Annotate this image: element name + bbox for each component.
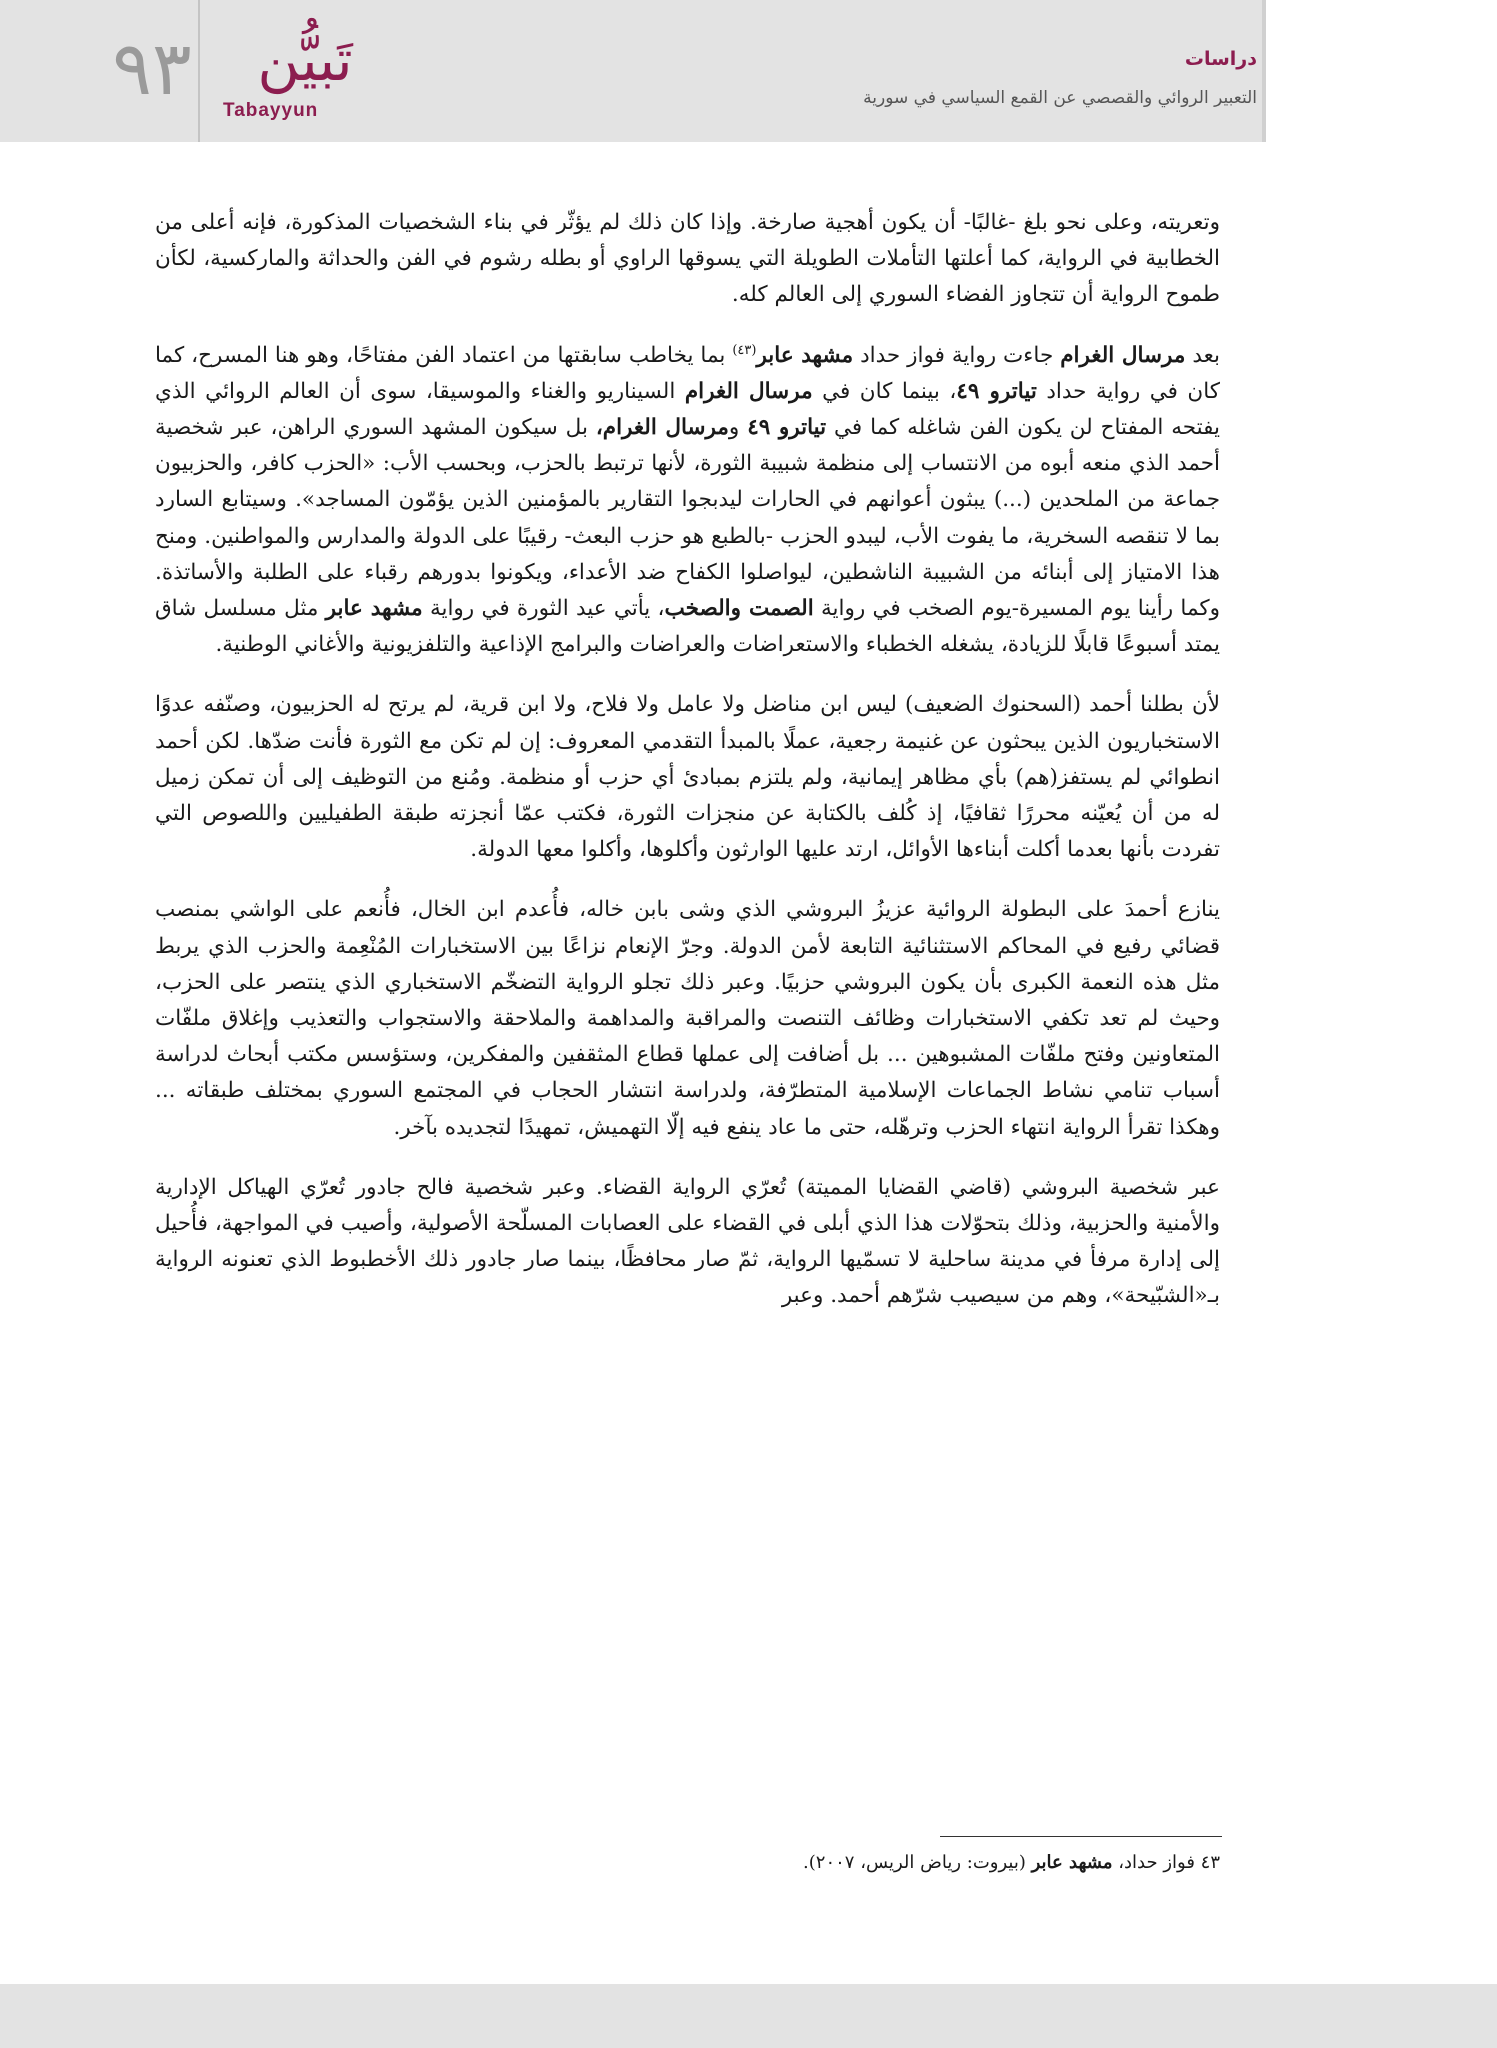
paragraph-1: وتعريته، وعلى نحو بلغ -غالبًا- أن يكون أهجية صارخة. وإذا كان ذلك لم يؤثّر في بناء الشخصيات المذكورة، فإنه أعلى من الخطابية في الرواية، كما أعلتها التأملات الطويلة التي يسوقها الراوي أو بطله رشوم في الفن والحداثة والماركسية، لكأن طموح الرواية أن تتجاوز الفضاء السوري إلى العالم كله.: [155, 210, 1220, 308]
section-label: دراسات: [1184, 48, 1257, 70]
novel-title: تياترو ٤٩: [747, 415, 827, 441]
text-run: ، بينما كان في: [812, 378, 957, 404]
text-run: ، يأتي عيد الثورة في رواية: [422, 596, 665, 622]
paragraph-5: عبر شخصية البروشي (قاضي القضايا المميتة) تُعرّي الرواية القضاء. وعبر شخصية فالح جادور تُعرّي الهياكل الإدارية والأمنية والحزبية، وذلك بتحوّلات هذا الذي أبلى في القضاء على العصابات المسلّحة الأصولية، وأصيب في المواجهة، فأُحيل إلى إدارة مرفأ في مدينة ساحلية لا تسمّيها الرواية، ثمّ صار محافظًا، بينما صار جادور ذلك الأخطبوط الذي تعنونه الرواية بـ«الشبّيحة»، وهم من سيصيب شرّهم أحمد. وعبر: [155, 1174, 1220, 1309]
footnote-title: مشهد عابر: [1031, 1852, 1113, 1873]
logo-arabic-mark: تَبيُّن: [257, 26, 353, 94]
text-run: بعد: [1185, 342, 1220, 368]
logo-divider: [198, 0, 200, 142]
paragraph-2: [155, 338, 1220, 664]
footnote-details: (بيروت: رياض الريس، ٢٠٠٧).: [803, 1852, 1032, 1873]
text-run: بما يخاطب سابقتها من اعتماد الفن مفتاحًا، وهو هنا المسرح، كما كان في رواية حداد: [155, 342, 1220, 404]
paragraph-4: ينازع أحمدَ على البطولة الروائية عزيزُ البروشي الذي وشى بابن خاله، فأُعدم ابن الخال، فأُنعم على الواشي بمنصب قضائي رفيع في المحاكم الاستثنائية التابعة لأمن الدولة. وجرّ الإنعام نزاعًا بين الاستخبارات المُنْعِمة والحزب الذي يربط مثل هذه النعمة الكبرى بأن يكون البروشي حزبيًا. وعبر ذلك تجلو الرواية التضخّم الاستخباري الذي ينتصر على الحزب، وحيث لم تعد تكفي الاستخبارات وظائف التنصت والمراقبة والمداهمة والملاحقة والاستجواب والتعذيب وإغلاق ملفّات المتعاونين وفتح ملفّات المشبوهين ... بل أضافت إلى عملها قطاع المثقفين والمفكرين، وستؤسس مكتب أبحاث لدراسة أسباب تنامي نشاط الجماعات الإسلامية المتطرّفة، ولدراسة انتشار الحجاب في المجتمع السوري بمختلف طبقاته ... وهكذا تقرأ الرواية انتهاء الحزب وترهّله، حتى ما عاد ينفع فيه إلّا التهميش، تمهيدًا لتجديده بآخر.: [155, 897, 1220, 1140]
tabayyun-logo: [215, 20, 395, 130]
header-edge: [1262, 0, 1266, 142]
text-run: جاءت رواية فواز حداد: [853, 342, 1061, 368]
page-number: ٩٣: [112, 26, 192, 112]
text-run: السيناريو والغناء والموسيقا، سوى أن العالم الروائي الذي يفتحه المفتاح لن يكون الفن شاغله كما في: [155, 378, 1220, 441]
footnote-ref[interactable]: (٤٣): [732, 342, 757, 358]
paragraph-3: لأن بطلنا أحمد (السحنوك الضعيف) ليس ابن مناضل ولا عامل ولا فلاح، ولا ابن قرية، لم يرتح له الحزبيون، وصنّفه عدوًا الاستخباريون الذين يبحثون عن غنيمة رجعية، عملًا بالمبدأ التقدمي المعروف: إن لم تكن مع الثورة فأنت ضدّها. لكن أحمد انطوائي لم يستفز(هم) بأي مظاهر إيمانية، ولم يلتزم بمبادئ أي حزب أو منظمة. ومُنع من التوظيف إلى أن تمكن زميل له من أن يُعيّنه محررًا ثقافيًا، إذ كُلف بالكتابة عن منجزات الثورة، فكتب عمّا أنجزته طبقة الطفيليين واللصوص التي تفردت بأنها بعدما أكلت أبناءها الأوائل، ارتد عليها الوارثون وأكلوها، وأكلوا معها الدولة.: [155, 692, 1220, 863]
running-title: التعبير الروائي والقصصي عن القمع السياسي في سورية: [863, 88, 1257, 108]
footnote-number: ٤٣: [1200, 1852, 1220, 1873]
text-run: مثل مسلسل شاق يمتد أسبوعًا قابلًا للزيادة، يشغله الخطباء والاستعراضات والعراضات والبرامج الإذاعية والتلفزيونية والأغاني الوطنية.: [155, 596, 1220, 658]
text-run: و: [728, 415, 748, 441]
novel-title: مرسال الغرام: [684, 378, 813, 404]
novel-title: تياترو ٤٩: [956, 378, 1037, 404]
footnote-author: فواز حداد،: [1112, 1852, 1201, 1873]
novel-title: مرسال الغرام،: [595, 415, 729, 441]
page-footer: [0, 1984, 1497, 2048]
footnote-43: [155, 1848, 1220, 1878]
novel-title: مشهد عابر: [756, 342, 854, 368]
novel-title: مشهد عابر: [325, 596, 423, 622]
footnote-divider: [940, 1836, 1222, 1837]
novel-title: مرسال الغرام: [1060, 342, 1186, 368]
novel-title: الصمت والصخب: [664, 596, 814, 622]
logo-latin-text: Tabayyun: [223, 100, 319, 121]
text-run: بل سيكون المشهد السوري الراهن، عبر شخصية أحمد الذي منعه أبوه من الانتساب إلى منظمة شبيبة الثورة، لأنها ترتبط بالحزب، وبحسب الأب: «الحزب كافر، والحزبيون جماعة من الملحدين (...) يبثون أعوانهم في الحارات ليدبجوا التقارير بالمؤمنين الذين يؤمّون المساجد». وسيتابع السارد بما لا تنقصه السخرية، ما يفوت الأب، ليبدو الحزب -بالطبع هو حزب البعث- رقيبًا على الدولة والمدارس والمواطنين. ومنح هذا الامتياز إلى أبنائه من الشبيبة الناشطين، ليواصلوا الكفاح ضد الأعداء، ويكونوا بدورهم رقباء على الطلبة والأساتذة. وكما رأينا يوم المسيرة-يوم الصخب في رواية: [155, 415, 1220, 622]
article-body: [155, 205, 1220, 1339]
